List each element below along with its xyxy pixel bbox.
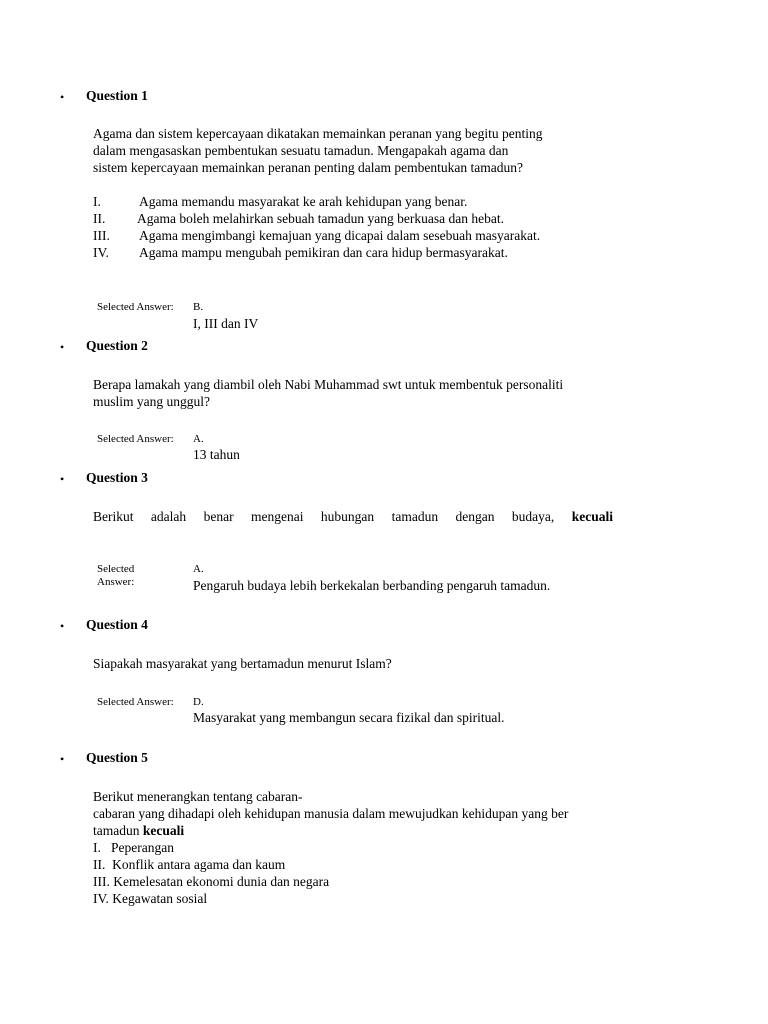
bullet: • — [60, 752, 65, 766]
bullet: • — [60, 90, 65, 104]
option-row: IV. Agama mampu mengubah pemikiran dan cara hidup bermasyarakat. — [93, 245, 508, 260]
option-row: I. Agama memandu masyarakat ke arah kehidupan yang benar. — [93, 194, 468, 209]
list-item: I. Peperangan — [93, 840, 174, 855]
question-title: Question 2 — [86, 338, 148, 353]
selected-answer-label: Selected — [97, 563, 135, 575]
option-row: II. Agama boleh melahirkan sebuah tamadun yang berkuasa dan hebat. — [93, 211, 504, 226]
selected-answer-label: Selected Answer: — [97, 433, 174, 445]
selected-answer-letter: A. — [193, 563, 204, 575]
selected-answer-label: Selected Answer: — [97, 696, 174, 708]
option-row: III. Agama mengimbangi kemajuan yang dicapai dalam sesebuah masyarakat. — [93, 228, 541, 243]
selected-answer-text: Masyarakat yang membangun secara fizikal dan spiritual. — [193, 710, 505, 725]
selected-answer-label: Answer: — [97, 576, 135, 588]
emphasis-text: kecuali — [142, 823, 185, 838]
question-title: Question 1 — [86, 88, 148, 103]
bullet: • — [60, 619, 65, 633]
selected-answer-letter: A. — [193, 433, 204, 445]
question-title: Question 3 — [86, 470, 148, 485]
bullet: • — [60, 472, 65, 486]
list-item: II. Konflik antara agama dan kaum — [93, 857, 286, 872]
list-item: IV. Kegawatan sosial — [93, 891, 208, 906]
selected-answer-text: 13 tahun — [193, 447, 240, 462]
question-text: Agama dan sistem kepercayaan dikatakan memainkan peranan yang begitu penting dalam mengasaskan pembentukan sesuatu tamadun. Mengapakah agama dan sistem kepercayaan memainkan peranan penting dalam pembentukan tamadun? — [93, 126, 543, 175]
selected-answer-text: I, III dan IV — [193, 316, 259, 331]
emphasis-text: kecuali — [571, 509, 613, 524]
question-text: Berikut adalah benar mengenai hubungan tamadun dengan budaya, kecuali — [93, 509, 613, 524]
question-text: Berapa lamakah yang diambil oleh Nabi Muhammad swt untuk membentuk personaliti muslim yang unggul? — [93, 377, 564, 409]
list-item: III. Kemelesatan ekonomi dunia dan negara — [93, 874, 330, 889]
bullet: • — [60, 340, 65, 354]
selected-answer-letter: B. — [193, 301, 204, 313]
selected-answer-label: Selected Answer: — [97, 301, 174, 313]
question-title: Question 4 — [86, 617, 148, 632]
selected-answer-text: Pengaruh budaya lebih berkekalan berbanding pengaruh tamadun. — [193, 578, 551, 593]
question-text: Siapakah masyarakat yang bertamadun menurut Islam? — [93, 656, 392, 671]
question-title: Question 5 — [86, 750, 148, 765]
question-text: Berikut menerangkan tentang cabaran- cabaran yang dihadapi oleh kehidupan manusia dalam mewujudkan kehidupan yang ber tamadun kecuali I. Peperangan II. Konflik antara agama dan kaum III. Kemelesatan ekonomi dunia dan negara IV. Kegawatan sosial — [93, 788, 693, 907]
selected-answer-letter: D. — [193, 696, 204, 708]
